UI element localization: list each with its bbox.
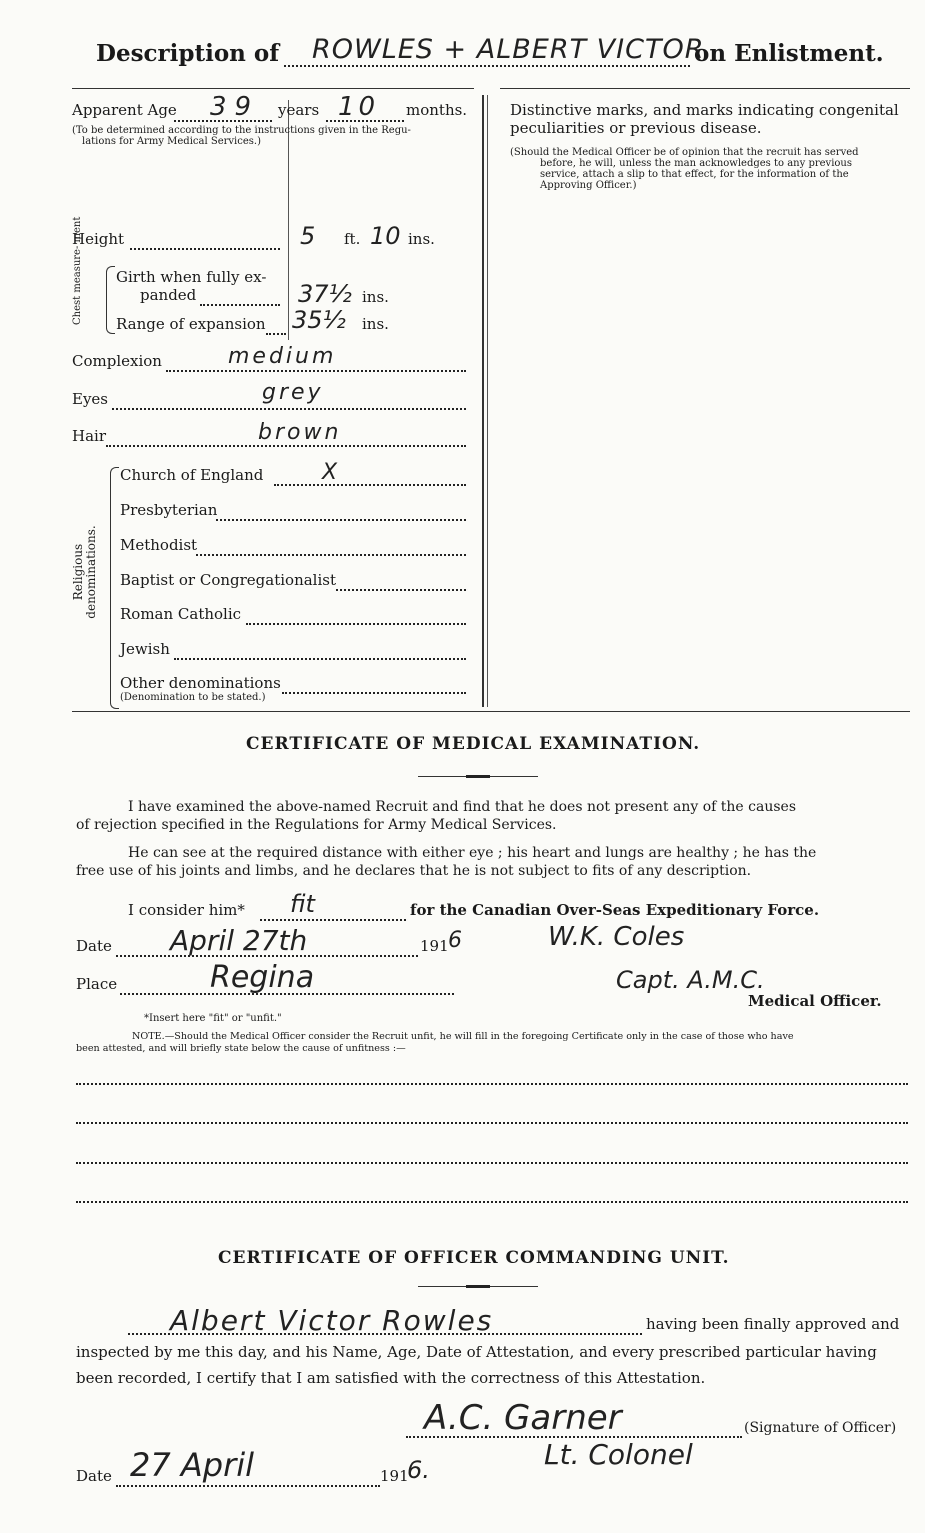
- hair-label: Hair: [72, 427, 106, 445]
- medical-officer-rank: Capt. A.M.C.: [616, 966, 765, 994]
- eyes-value: grey: [262, 380, 324, 405]
- medical-certificate-title: CERTIFICATE OF MEDICAL EXAMINATION.: [246, 734, 701, 754]
- medical-officer-signature: W.K. Coles: [548, 922, 685, 952]
- chest-measurement-side-label: Chest measure- ment: [72, 216, 83, 325]
- top-rule-left: [72, 88, 474, 89]
- name-line: [284, 65, 690, 67]
- catholic-line: [246, 623, 466, 625]
- medical-place-value: Regina: [210, 960, 315, 995]
- eyes-label: Eyes: [72, 390, 108, 408]
- age-label: Apparent Age: [72, 101, 177, 119]
- baptist-line: [336, 589, 466, 591]
- medical-para2-line1: He can see at the required distance with either eye ; his heart and lungs are healthy ; he has the: [128, 845, 817, 861]
- commanding-line2: inspected by me this day, and his Name, Age, Date of Attestation, and every prescribed particular having: [76, 1343, 877, 1361]
- commanding-line1-end: having been finally approved and: [646, 1315, 900, 1333]
- inches-label: ins.: [408, 230, 435, 248]
- unfitness-line-3: [76, 1162, 908, 1164]
- age-years-value: 39: [210, 92, 260, 122]
- commanding-date-label: Date: [76, 1467, 112, 1485]
- commanding-officer-rank: Lt. Colonel: [544, 1438, 693, 1471]
- marks-note-3: service, attach a slip to that effect, for the information of the: [540, 169, 849, 180]
- religion-presbyterian: Presbyterian: [120, 501, 218, 519]
- church-mark: X: [322, 460, 338, 485]
- medical-officer-label: Medical Officer.: [748, 992, 882, 1010]
- girth-value: 37½: [298, 280, 352, 308]
- section-rule-1: [72, 711, 910, 712]
- force-label: for the Canadian Over-Seas Expeditionary Force.: [410, 901, 820, 919]
- marks-heading-1: Distinctive marks, and marks indicating congenital: [510, 101, 899, 119]
- marks-heading-2: peculiarities or previous disease.: [510, 119, 762, 137]
- other-line: [282, 692, 466, 694]
- girth-line: [200, 304, 280, 306]
- girth-label-1: Girth when fully ex-: [116, 268, 267, 286]
- commanding-line3: been recorded, I certify that I am satisfied with the correctness of this Attestation.: [76, 1369, 706, 1387]
- months-label: months.: [406, 101, 468, 119]
- years-label: years: [278, 101, 320, 119]
- eyes-line: [112, 408, 466, 410]
- methodist-line: [196, 554, 466, 556]
- religion-roman-catholic: Roman Catholic: [120, 605, 242, 623]
- range-line: [266, 333, 286, 335]
- religion-jewish: Jewish: [120, 640, 170, 658]
- top-rule-right: [500, 88, 910, 89]
- insert-note: *Insert here "fit" or "unfit.": [144, 1013, 282, 1024]
- unfit-note-line1: NOTE.—Should the Medical Officer consider the Recruit unfit, he will fill in the foregoing Certificate only in the case of those who have: [132, 1031, 794, 1042]
- complexion-value: medium: [228, 344, 337, 369]
- medical-para1-line2: of rejection specified in the Regulations for Army Medical Services.: [76, 817, 557, 833]
- commanding-date-value: 27 April: [130, 1446, 255, 1484]
- girth-unit: ins.: [362, 288, 389, 306]
- jewish-line: [174, 658, 466, 660]
- commanding-date-line: [116, 1485, 380, 1487]
- medical-para2-line2: free use of his joints and limbs, and he declares that he is not subject to fits of any description.: [76, 863, 752, 879]
- medical-year-prefix: 191: [420, 937, 449, 955]
- commanding-year-suffix: 6.: [407, 1456, 430, 1484]
- commanding-certificate-title: CERTIFICATE OF OFFICER COMMANDING UNIT.: [218, 1248, 730, 1268]
- complexion-label: Complexion: [72, 352, 162, 370]
- religion-methodist: Methodist: [120, 536, 198, 554]
- column-divider-inner: [487, 95, 488, 707]
- consider-label: I consider him*: [128, 901, 245, 919]
- age-months-value: 10: [338, 92, 380, 122]
- form-title-suffix: on Enlistment.: [694, 40, 884, 67]
- medical-place-label: Place: [76, 975, 118, 993]
- range-unit: ins.: [362, 315, 389, 333]
- consider-value: fit: [290, 890, 315, 918]
- commanding-officer-signature: A.C. Garner: [424, 1398, 622, 1438]
- religion-other-note: (Denomination to be stated.): [120, 692, 266, 703]
- height-inches-value: 10: [370, 222, 401, 250]
- marks-note-1: (Should the Medical Officer be of opinion that the recruit has served: [510, 147, 859, 158]
- religion-side-label-1: Religious: [71, 543, 85, 601]
- unfitness-line-1: [76, 1083, 908, 1085]
- presbyterian-line: [216, 519, 466, 521]
- hair-value: brown: [258, 420, 342, 445]
- column-divider: [482, 95, 484, 707]
- religion-side-label: [72, 522, 98, 622]
- religion-bracket: [110, 467, 119, 709]
- unfitness-line-4: [76, 1201, 908, 1203]
- religion-side-label-2: denominations.: [84, 525, 98, 619]
- medical-para1-line1: I have examined the above-named Recruit and find that he does not present any of the causes: [128, 799, 797, 815]
- consider-line: [260, 919, 406, 921]
- complexion-line: [166, 370, 466, 372]
- girth-label-2: panded: [140, 286, 197, 304]
- height-line: [130, 248, 280, 250]
- hair-line: [106, 445, 466, 447]
- chest-bracket: [106, 266, 115, 334]
- medical-title-rule-bold: [466, 775, 490, 778]
- medical-year-suffix: 6: [448, 928, 462, 953]
- recruit-name-handwritten: ROWLES + ALBERT VICTOR: [312, 34, 705, 65]
- height-label: Height: [72, 230, 125, 248]
- medical-date-value: April 27th: [170, 924, 308, 957]
- commanding-year-prefix: 191: [380, 1467, 409, 1485]
- commanding-recruit-name: Albert Victor Rowles: [170, 1304, 494, 1337]
- unfitness-line-2: [76, 1122, 908, 1124]
- height-feet-value: 5: [300, 222, 316, 250]
- church-line: [274, 484, 466, 486]
- unfit-note-line2: been attested, and will briefly state below the cause of unfitness :—: [76, 1043, 406, 1054]
- marks-note-4: Approving Officer.): [540, 180, 637, 191]
- religion-church-of-england: Church of England: [120, 466, 264, 484]
- medical-date-label: Date: [76, 937, 112, 955]
- range-value: 35½: [292, 306, 346, 334]
- age-note-2: lations for Army Medical Services.): [82, 136, 261, 147]
- range-label: Range of expansion: [116, 315, 266, 333]
- age-note-1: (To be determined according to the instructions given in the Regu-: [72, 125, 411, 136]
- religion-baptist: Baptist or Congregationalist: [120, 571, 336, 589]
- commanding-title-rule-bold: [466, 1285, 490, 1288]
- marks-note-2: before, he will, unless the man acknowledges to any previous: [540, 158, 852, 169]
- form-title-prefix: Description of: [96, 40, 280, 67]
- feet-label: ft.: [344, 230, 361, 248]
- signature-label: (Signature of Officer): [744, 1420, 897, 1436]
- religion-other: Other denominations: [120, 674, 281, 692]
